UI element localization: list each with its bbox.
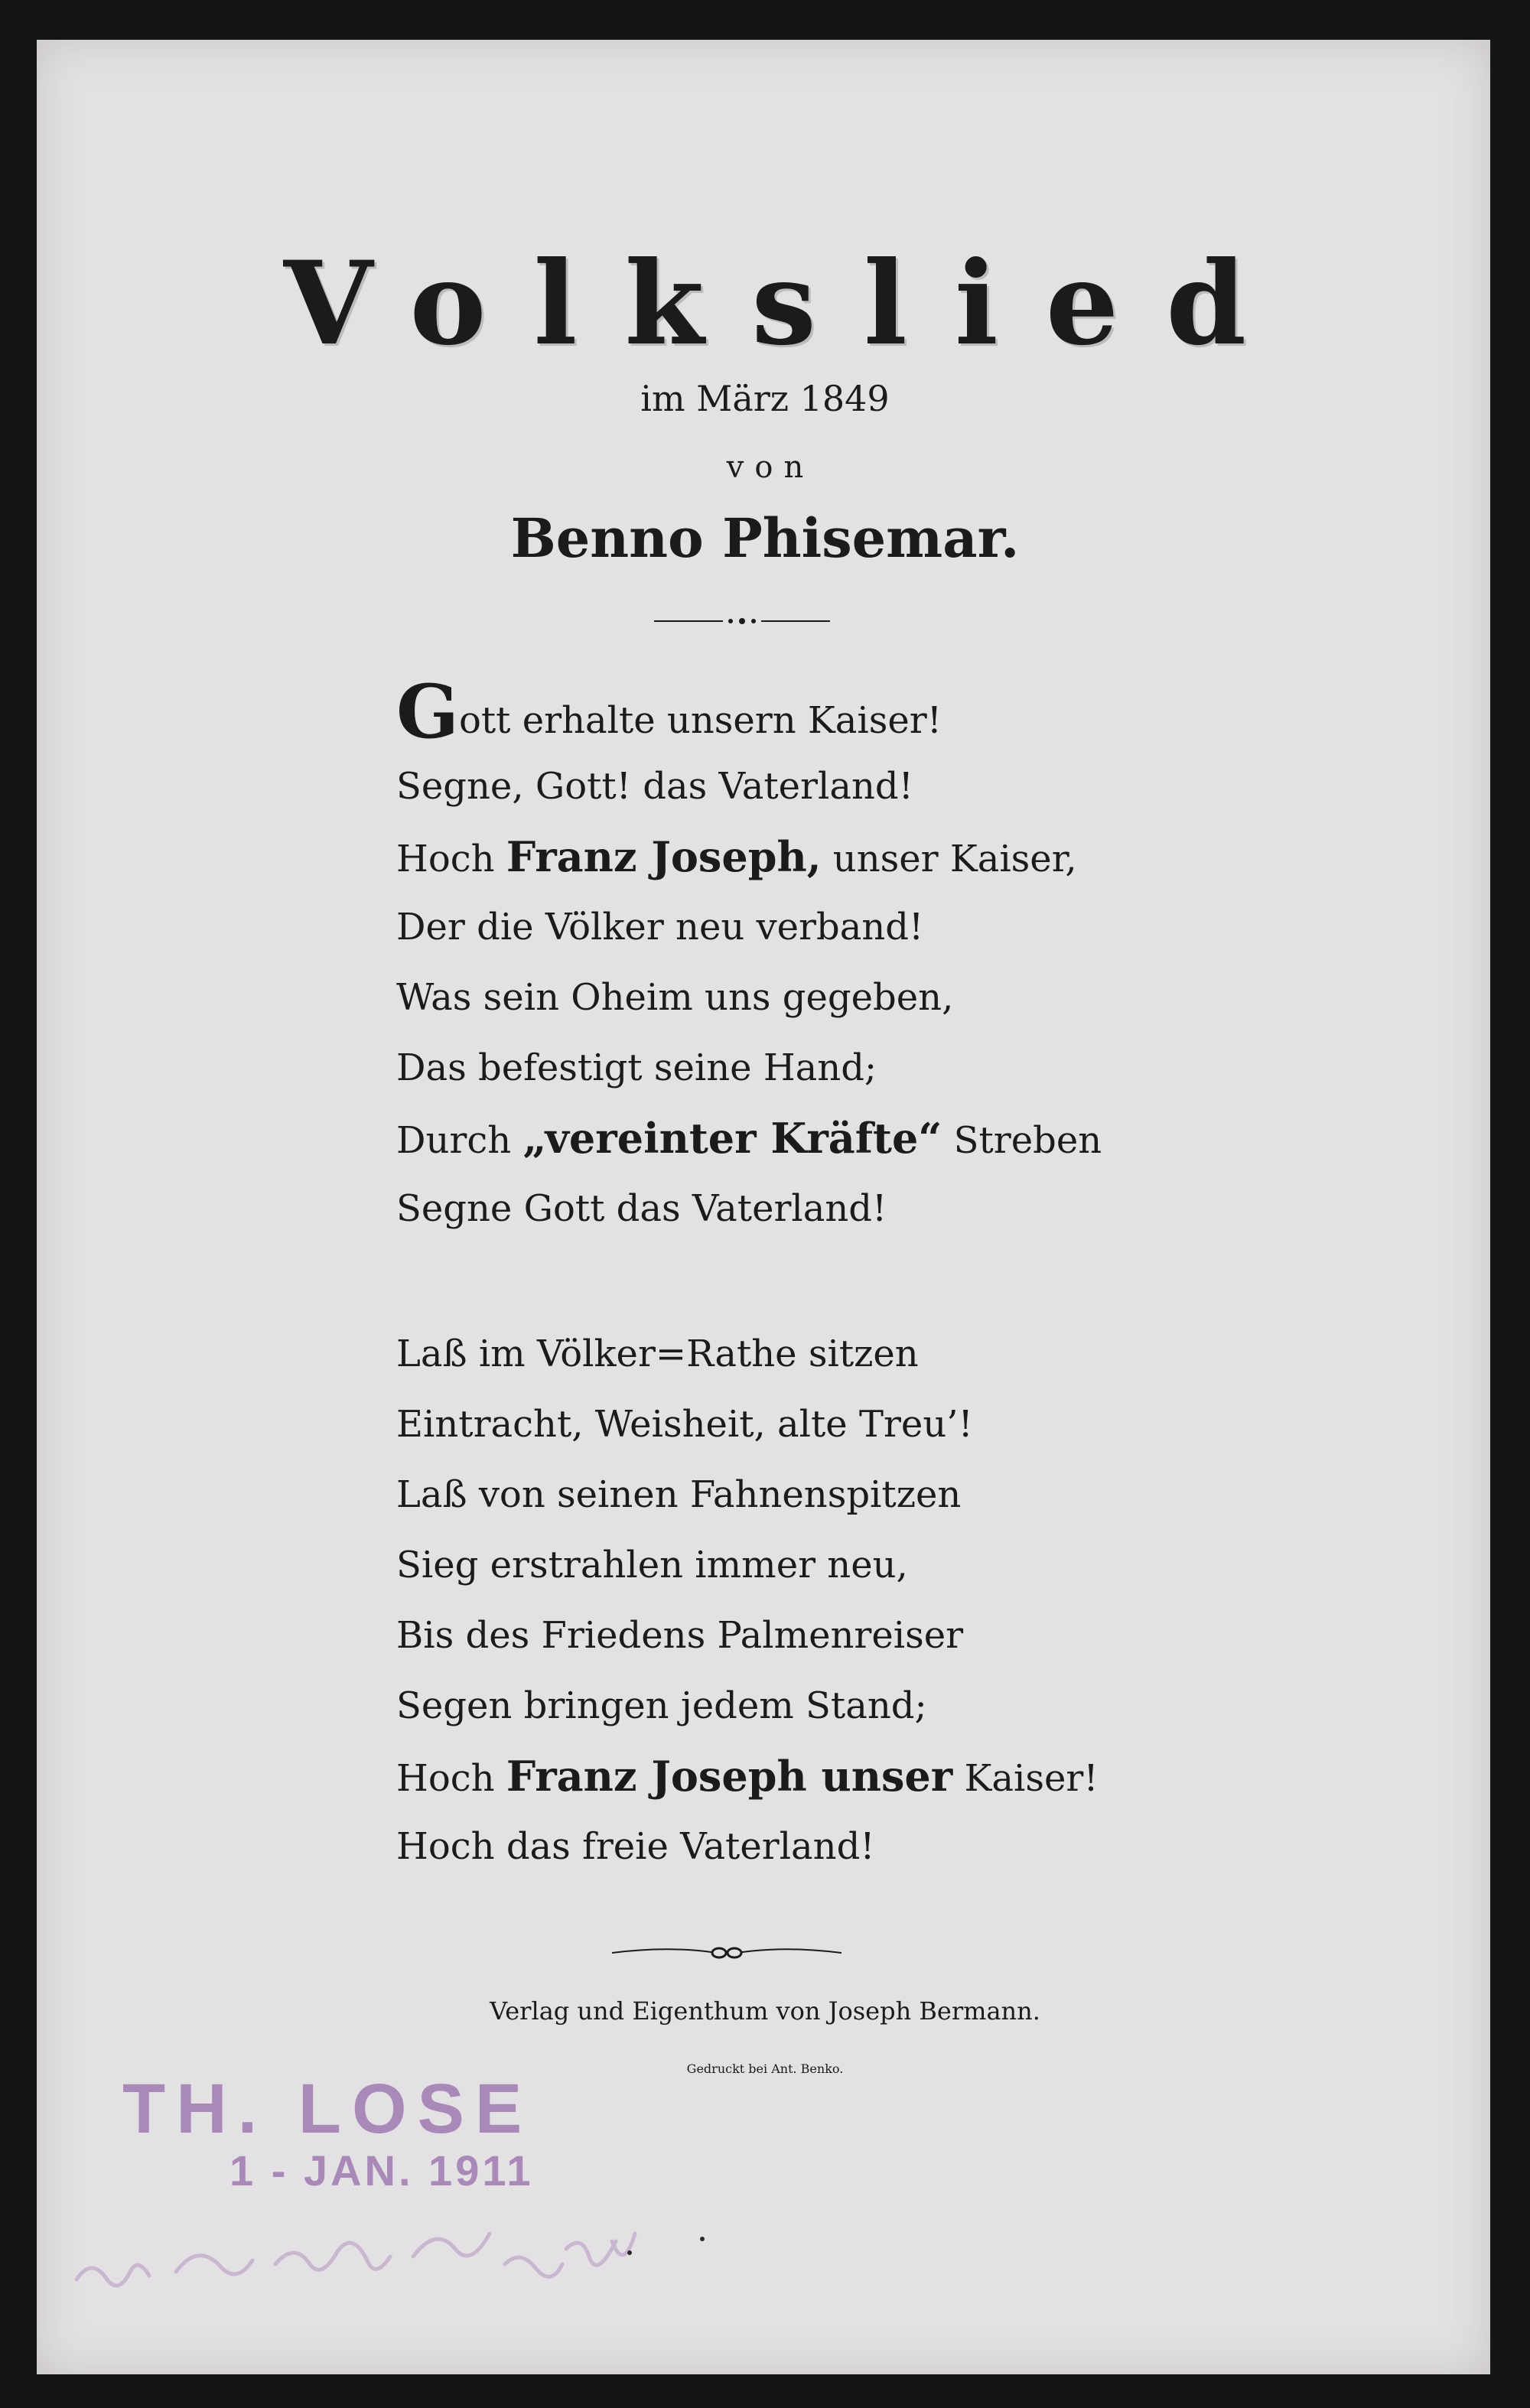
library-stamp-name: TH. LOSE xyxy=(122,2070,533,2148)
verse-text: Segen bringen jedem Stand; xyxy=(396,1684,927,1727)
verse-text: Kaiser! xyxy=(952,1757,1099,1800)
ornament-divider-top xyxy=(654,613,830,629)
verse-line xyxy=(396,1173,1314,1244)
verse-line xyxy=(396,1033,1314,1103)
verse-text: Der die Völker neu verband! xyxy=(396,906,924,949)
verse-text: Streben xyxy=(942,1119,1102,1162)
verse-line xyxy=(396,669,1314,755)
ink-speck xyxy=(700,2237,705,2241)
verse-line xyxy=(396,1671,1314,1741)
by-line: von xyxy=(726,450,815,485)
stanza-gap xyxy=(396,1244,1314,1319)
verse-text: Segne Gott das Vaterland! xyxy=(396,1187,887,1230)
verse-text: Durch xyxy=(396,1119,523,1162)
ornament-divider-bottom xyxy=(612,1943,842,1963)
verse-line xyxy=(396,751,1314,822)
verse-emphasis: „vereinter Kräfte“ xyxy=(522,1114,942,1163)
stanza-1 xyxy=(396,669,1314,1244)
verse-text: Hoch xyxy=(396,838,506,880)
verse-emphasis: Franz Joseph, xyxy=(506,832,822,881)
poem xyxy=(396,669,1314,1882)
publisher-imprint: Verlag und Eigenthum von Joseph Bermann. xyxy=(490,1996,1040,2026)
document-title: Volkslied xyxy=(283,236,1294,371)
verse-text: Das befestigt seine Hand; xyxy=(396,1046,877,1089)
verse-line xyxy=(396,1103,1314,1173)
verse-text: Laß von seinen Fahnenspitzen xyxy=(396,1473,962,1516)
verse-text: Segne, Gott! das Vaterland! xyxy=(396,765,913,808)
verse-line xyxy=(396,822,1314,892)
verse-text: Was sein Oheim uns gegeben, xyxy=(396,976,954,1019)
verse-line xyxy=(396,1389,1314,1459)
verse-text: unser Kaiser, xyxy=(821,838,1077,880)
verse-line xyxy=(396,962,1314,1033)
verse-emphasis: Franz Joseph unser xyxy=(506,1752,953,1801)
verse-text: Laß im Völker=Rathe sitzen xyxy=(396,1333,919,1375)
verse-text: Hoch das freie Vaterland! xyxy=(396,1825,875,1868)
verse-line xyxy=(396,1530,1314,1600)
verse-line xyxy=(396,1600,1314,1671)
author-name: Benno Phisemar. xyxy=(510,506,1020,570)
verse-text: ott erhalte unsern Kaiser! xyxy=(458,699,942,742)
verse-line xyxy=(396,1741,1314,1811)
drop-initial: G xyxy=(396,669,459,755)
stanza-2 xyxy=(396,1319,1314,1882)
handwritten-signature xyxy=(61,2211,719,2318)
verse-text: Eintracht, Weisheit, alte Treu’! xyxy=(396,1403,973,1446)
verse-line xyxy=(396,1459,1314,1530)
verse-text: Hoch xyxy=(396,1757,506,1800)
verse-text: Sieg erstrahlen immer neu, xyxy=(396,1544,908,1586)
verse-line xyxy=(396,892,1314,962)
printer-note: Gedruckt bei Ant. Benko. xyxy=(686,2061,844,2076)
verse-line xyxy=(396,1319,1314,1389)
library-stamp-date: 1 - JAN. 1911 xyxy=(230,2146,534,2195)
verse-text: Bis des Friedens Palmenreiser xyxy=(396,1614,964,1657)
ink-speck xyxy=(627,2250,632,2255)
verse-line xyxy=(396,1811,1314,1882)
date-line: im März 1849 xyxy=(640,378,890,419)
